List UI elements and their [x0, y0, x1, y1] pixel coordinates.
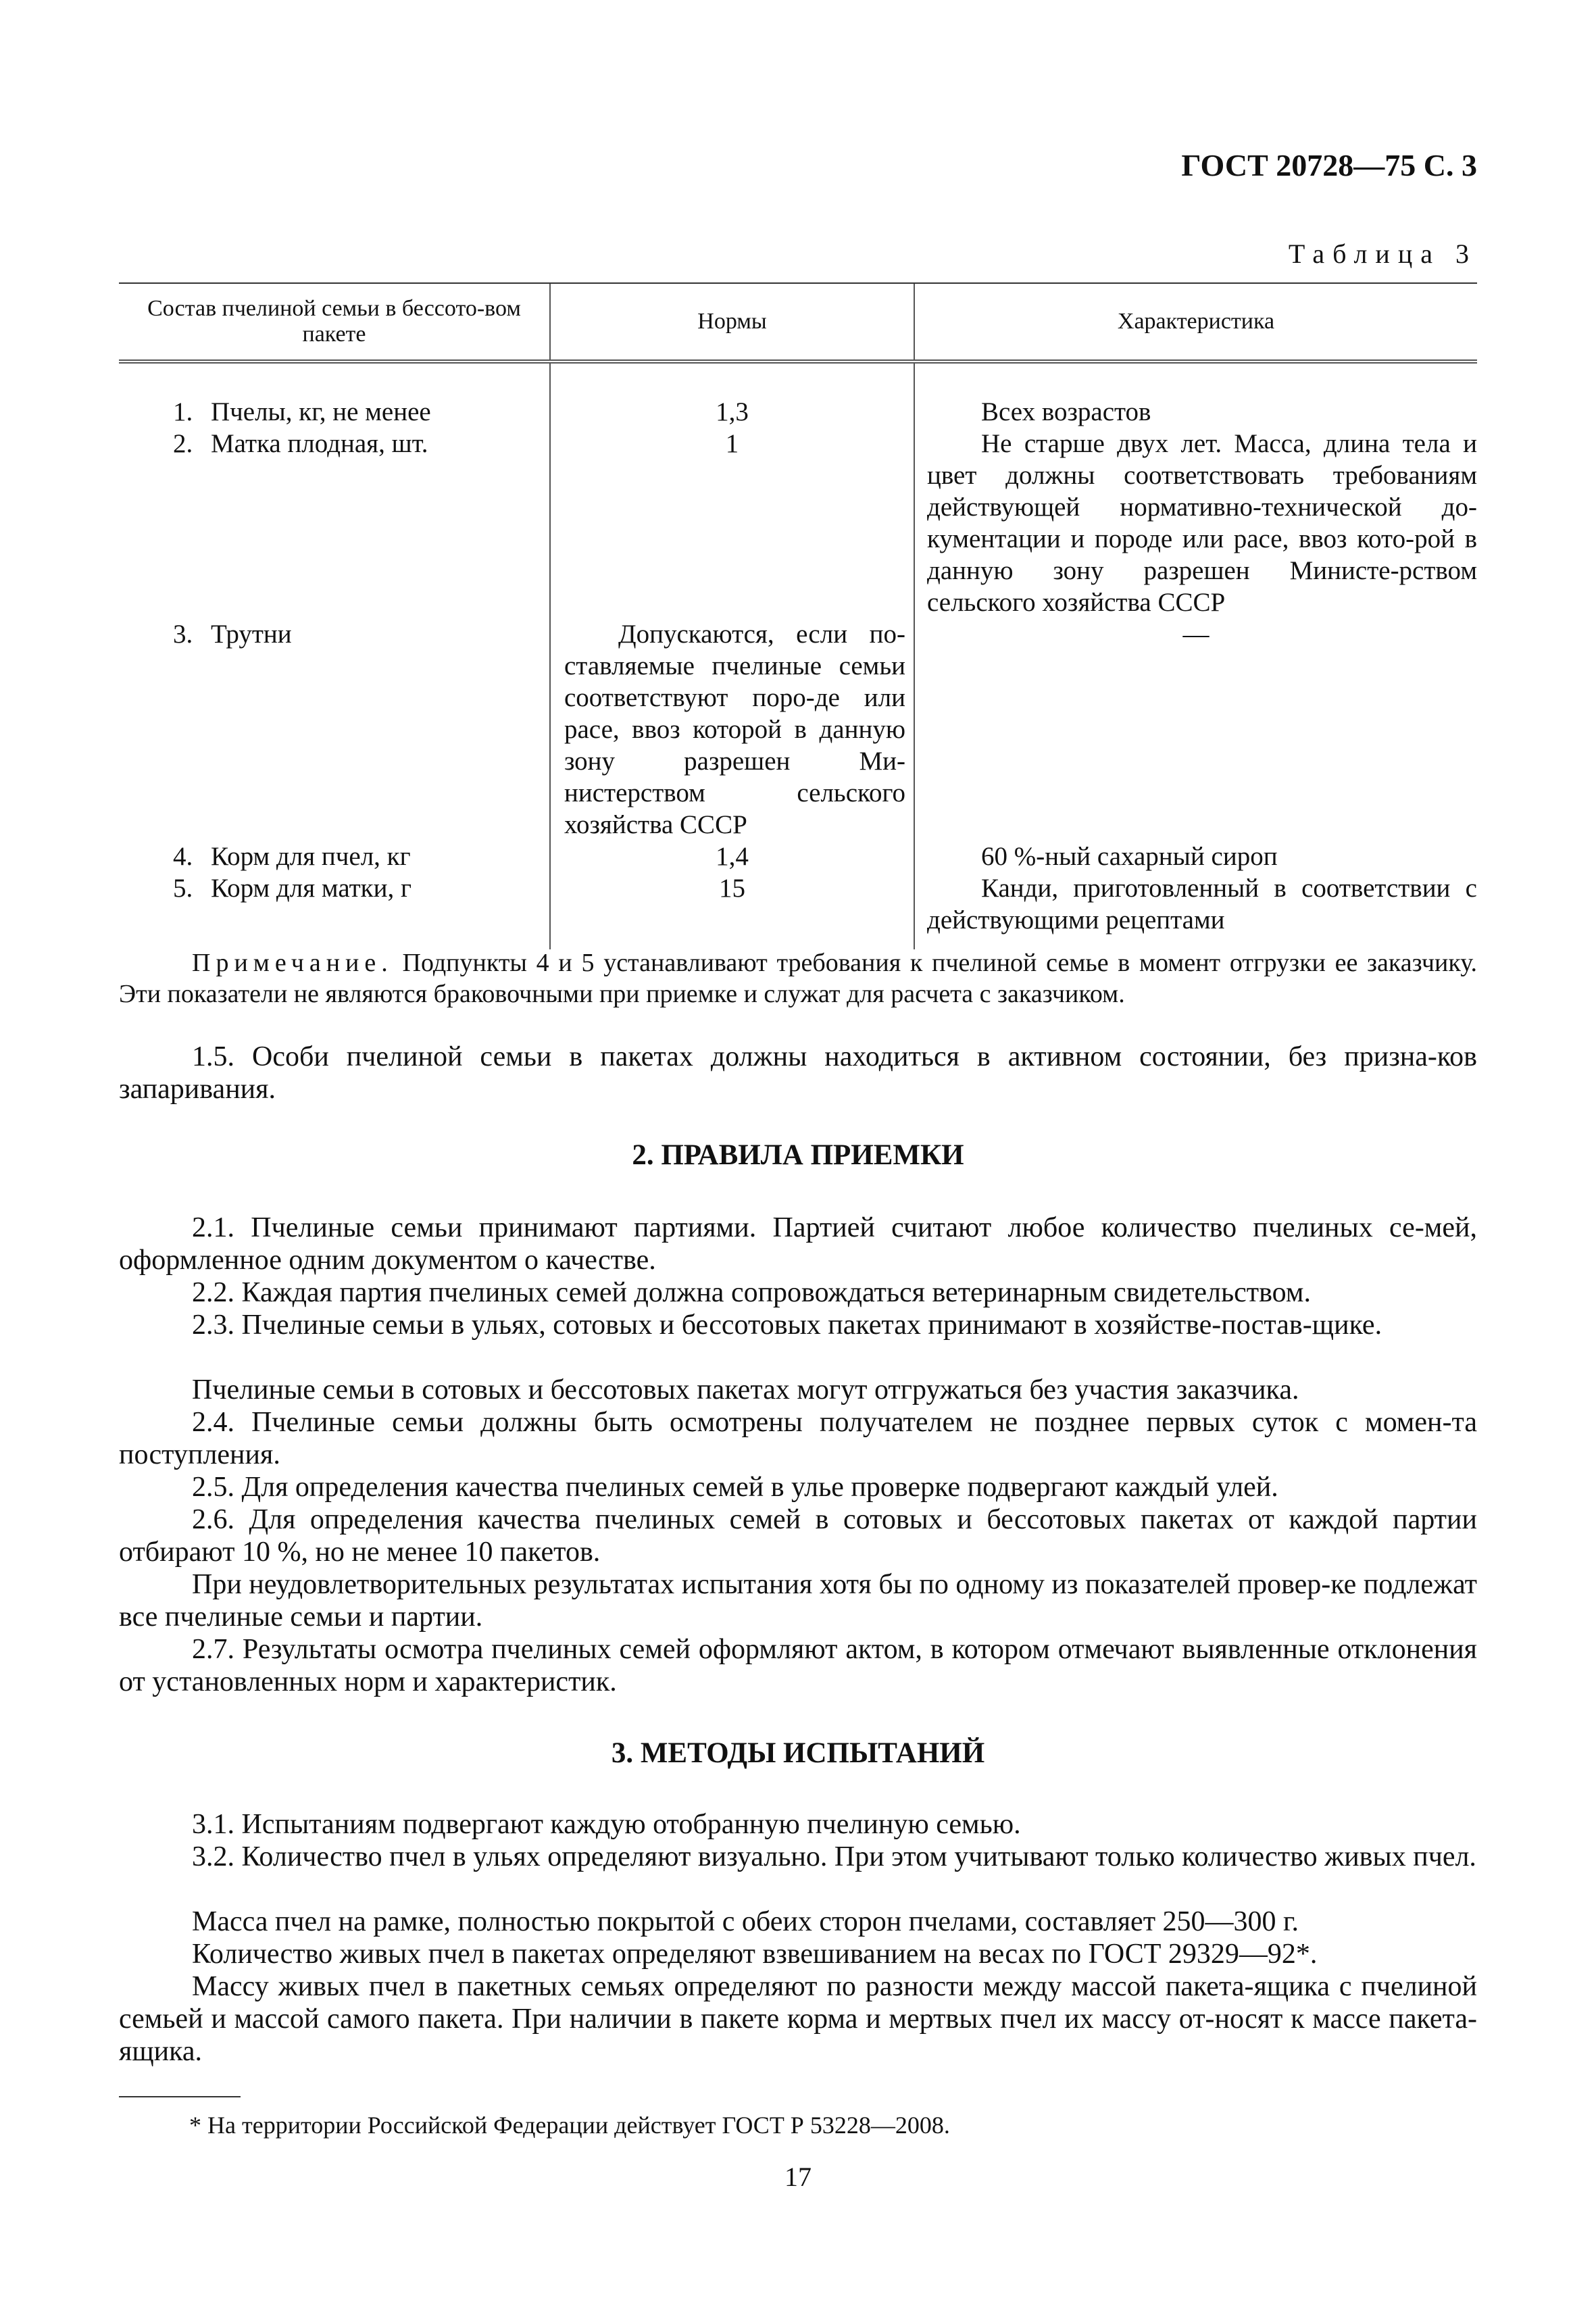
- row-name: Корм для пчел, кг: [211, 842, 411, 871]
- table-row: [119, 841, 1477, 872]
- row-name-cell: [119, 362, 550, 428]
- note-label: Примечание.: [192, 949, 393, 977]
- row-characteristic-cell: [914, 841, 1477, 872]
- table-row: [119, 618, 1477, 841]
- row-name: Трутни: [211, 620, 292, 649]
- table-row: [119, 428, 1477, 618]
- row-number: 1.: [173, 397, 193, 426]
- row-name-cell: [119, 428, 550, 618]
- row-name-cell: [119, 618, 550, 841]
- paragraph: 2.6. Для определения качества пчелиных семей в сотовых и бессотовых пакетах от каждой партии отбирают 10 %, но не менее 10 пакетов.: [119, 1504, 1477, 1568]
- paragraph: Массу живых пчел в пакетных семьях определяют по разности между массой пакета-ящика с пчелиной семьей и массой самого пакета. При наличии в пакете корма и мертвых пчел их массу от-носят к массе пакета-ящика.: [119, 1971, 1477, 2067]
- row-characteristic-cell: [914, 362, 1477, 428]
- row-characteristic: Канди, приготовленный в соответствии с действующими рецептами: [927, 874, 1477, 935]
- table-header-row: [119, 283, 1477, 362]
- row-norm: 1: [550, 428, 914, 618]
- paragraph: 2.3. Пчелиные семьи в ульях, сотовых и бессотовых пакетах принимают в хозяйстве-постав-щике.: [192, 1310, 1382, 1341]
- row-norm: 1,4: [550, 841, 914, 872]
- row-number: 2.: [173, 429, 193, 458]
- column-header-characteristic: Характеристика: [914, 283, 1477, 362]
- row-characteristic: —: [914, 618, 1477, 841]
- paragraph: 2.7. Результаты осмотра пчелиных семей оформляют актом, в котором отмечают выявленные отклонения от установленных норм и характеристик.: [119, 1634, 1477, 1697]
- table-note: [119, 947, 1477, 1010]
- column-header-norms: Нормы: [550, 283, 914, 362]
- paragraph: Пчелиные семьи в сотовых и бессотовых пакетах могут отгружаться без участия заказчика.: [192, 1374, 1299, 1405]
- row-characteristic: Не старше двух лет. Масса, длина тела и цвет должны соответствовать требованиям действующей нормативно-технической до-кументации и породе или расе, ввоз кото-рой в данную зону разрешен Министе-рством сельского хозяйства СССР: [927, 429, 1477, 617]
- paragraph: 2.2. Каждая партия пчелиных семей должна сопровождаться ветеринарным свидетельством.: [192, 1277, 1311, 1308]
- row-name: Пчелы, кг, не менее: [211, 397, 431, 426]
- table-row: [119, 362, 1477, 428]
- row-name-cell: [119, 872, 550, 949]
- paragraph: При неудовлетворительных результатах испытания хотя бы по одному из показателей провер-ке подлежат все пчелиные семьи и партии.: [119, 1569, 1477, 1633]
- row-number: 4.: [173, 842, 193, 871]
- page-number: 17: [784, 2162, 812, 2192]
- row-norm: 1,3: [550, 362, 914, 428]
- document-header: ГОСТ 20728—75 С. 3: [1181, 148, 1477, 182]
- section-2-title: 2. ПРАВИЛА ПРИЕМКИ: [632, 1139, 964, 1171]
- row-norm: 15: [550, 872, 914, 949]
- column-header-composition: Состав пчелиной семьи в бессото-вом пакете: [119, 283, 550, 362]
- paragraph: 2.4. Пчелиные семьи должны быть осмотрены получателем не позднее первых суток с момен-та поступления.: [119, 1407, 1477, 1470]
- row-name: Корм для матки, г: [211, 874, 412, 903]
- row-name: Матка плодная, шт.: [211, 429, 428, 458]
- paragraph: 2.5. Для определения качества пчелиных семей в улье проверке подвергают каждый улей.: [192, 1472, 1278, 1503]
- row-characteristic: Всех возрастов: [981, 397, 1151, 426]
- table-row: [119, 872, 1477, 949]
- note-text: Подпункты 4 и 5 устанавливают требования к пчелиной семье в момент отгрузки ее заказчику. Эти показатели не являются браковочными при приемке и служат для расчета с заказчиком.: [119, 949, 1477, 1008]
- paragraph: 3.2. Количество пчел в ульях определяют визуально. При этом учитывают только количество живых пчел.: [192, 1841, 1476, 1872]
- row-norm: Допускаются, если по-ставляемые пчелиные семьи соответствуют поро-де или расе, ввоз которой в данную зону разрешен Ми-нистерством сельского хозяйства СССР: [564, 620, 905, 839]
- row-number: 3.: [173, 620, 193, 649]
- row-characteristic: 60 %-ный сахарный сироп: [981, 842, 1278, 871]
- row-characteristic-cell: [914, 872, 1477, 949]
- table-caption: Таблица 3: [1288, 239, 1477, 269]
- section-3-title: 3. МЕТОДЫ ИСПЫТАНИЙ: [611, 1737, 985, 1769]
- paragraph: Масса пчел на рамке, полностью покрытой с обеих сторон пчелами, составляет 250—300 г.: [192, 1906, 1299, 1937]
- paragraph: Количество живых пчел в пакетах определяют взвешиванием на весах по ГОСТ 29329—92*.: [192, 1939, 1318, 1970]
- row-norm-cell: [550, 618, 914, 841]
- requirements-table: [119, 282, 1477, 949]
- row-characteristic-cell: [914, 428, 1477, 618]
- paragraph: 3.1. Испытаниям подвергают каждую отобранную пчелиную семью.: [192, 1809, 1021, 1840]
- row-name-cell: [119, 841, 550, 872]
- row-number: 5.: [173, 874, 193, 903]
- paragraph-1-5: 1.5. Особи пчелиной семьи в пакетах должны находиться в активном состоянии, без призна-ков запаривания.: [119, 1041, 1477, 1105]
- paragraph: 2.1. Пчелиные семьи принимают партиями. Партией считают любое количество пчелиных се-мей, оформленное одним документом о качестве.: [119, 1212, 1477, 1276]
- footnote: * На территории Российской Федерации действует ГОСТ Р 53228—2008.: [189, 2112, 950, 2139]
- footnote-separator: [119, 2096, 241, 2097]
